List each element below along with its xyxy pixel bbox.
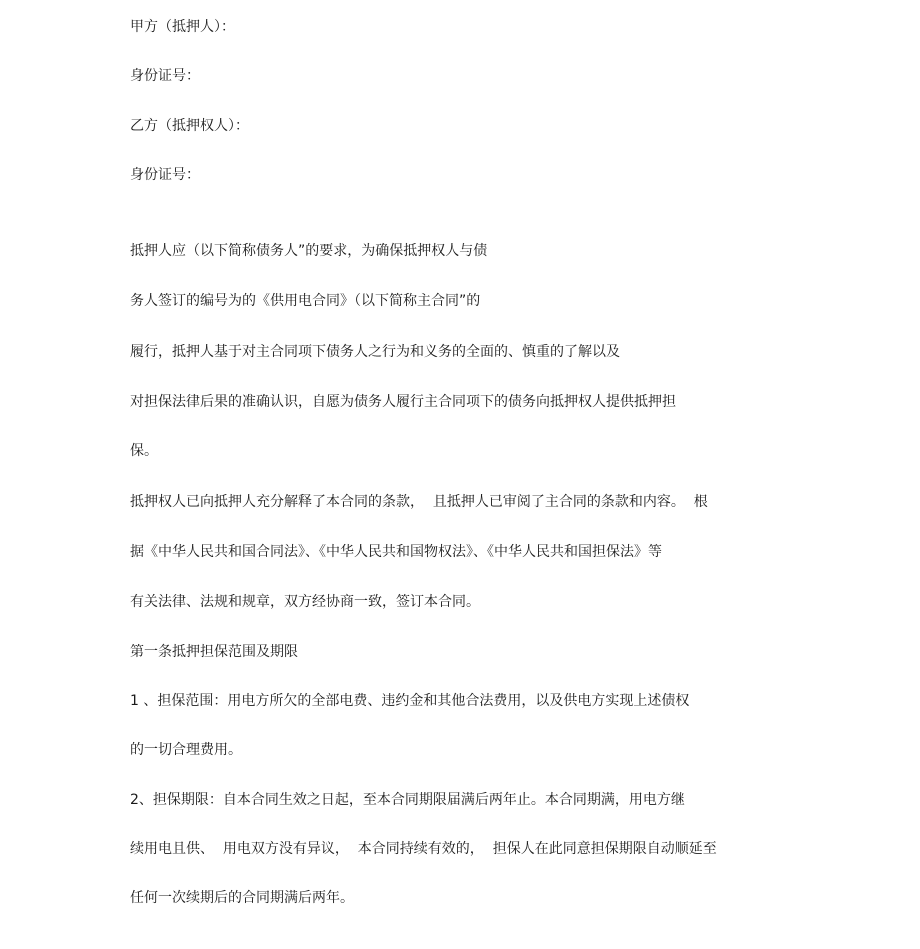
clause-1-line: 的一切合理费用。 <box>130 742 242 758</box>
party-a-label: 甲方（抵押人）： <box>130 19 235 35</box>
basis-line: 抵押权人已向抵押人充分解释了本合同的条款， 且抵押人已审阅了主合同的条款和内容。 根 <box>130 494 708 510</box>
clause-2-line: 2、担保期限：自本合同生效之日起，至本合同期限届满后两年止。本合同期满，用电方继 <box>130 792 685 808</box>
basis-line: 有关法律、法规和规章，双方经协商一致，签订本合同。 <box>130 594 480 610</box>
clause-2-line: 续用电且供、 用电双方没有异议， 本合同持续有效的， 担保人在此同意担保期限自动顺延至 <box>130 841 717 857</box>
basis-line: 据《中华人民共和国合同法》、《中华人民共和国物权法》、《中华人民共和国担保法》等 <box>130 544 662 560</box>
preamble-line: 务人签订的编号为的《供用电合同》（以下简称主合同”的 <box>130 293 481 309</box>
party-b-id-label: 身份证号： <box>130 167 200 183</box>
preamble-line: 对担保法律后果的准确认识，自愿为债务人履行主合同项下的债务向抵押权人提供抵押担 <box>130 394 676 410</box>
preamble-line: 履行，抵押人基于对主合同项下债务人之行为和义务的全面的、慎重的了解以及 <box>130 344 620 360</box>
clause-1-line: 1 、担保范围：用电方所欠的全部电费、违约金和其他合法费用，以及供电方实现上述债权 <box>130 693 690 709</box>
article-1-title: 第一条抵押担保范围及期限 <box>130 644 298 660</box>
preamble-line: 保。 <box>130 443 158 459</box>
clause-2-line: 任何一次续期后的合同期满后两年。 <box>130 890 354 906</box>
party-a-id-label: 身份证号： <box>130 68 200 84</box>
party-b-label: 乙方（抵押权人）： <box>130 118 249 134</box>
preamble-line: 抵押人应（以下简称债务人”的要求，为确保抵押权人与债 <box>130 243 488 259</box>
